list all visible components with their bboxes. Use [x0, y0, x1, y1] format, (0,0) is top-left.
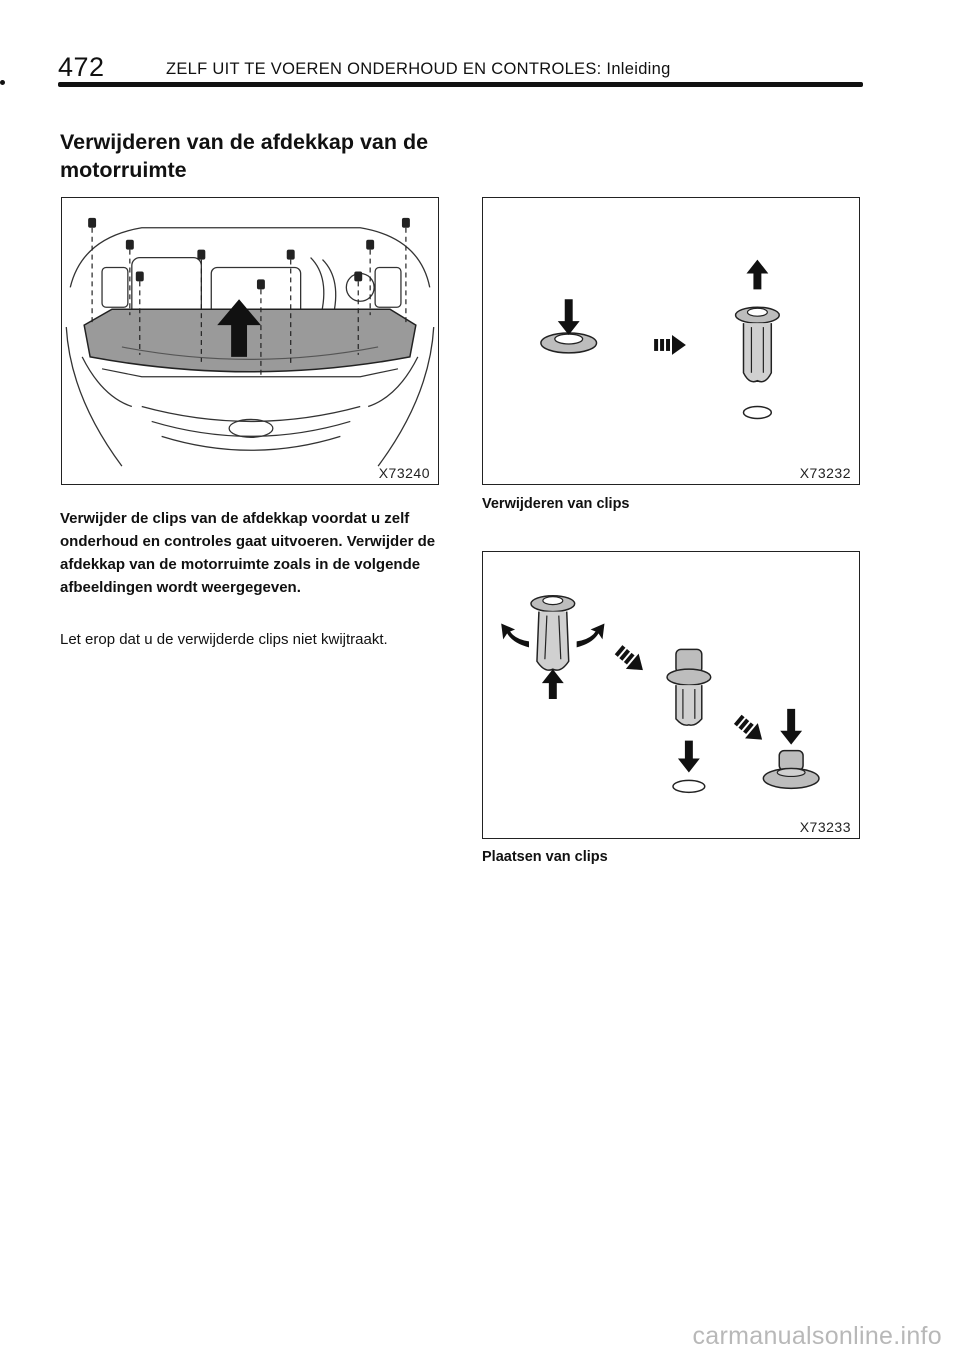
- figure-code: X73233: [799, 819, 851, 835]
- install-clips-illustration: [482, 551, 860, 839]
- caption-remove-clips: Verwijderen van clips: [482, 496, 630, 512]
- section-title: Verwijderen van de afdekkap van de motorruimte: [60, 130, 429, 182]
- engine-cover-drawing: [62, 198, 438, 484]
- figure-code: X73240: [378, 465, 430, 481]
- note-paragraph: Let erop dat u de verwijderde clips niet kwijtraakt.: [60, 631, 388, 648]
- figure-code: X73232: [799, 465, 851, 481]
- corner-mark: [0, 80, 5, 85]
- page-header: [0, 0, 960, 92]
- running-title: ZELF UIT TE VOEREN ONDERHOUD EN CONTROLES: Inleiding: [166, 60, 671, 78]
- page-number: 472: [58, 52, 105, 82]
- caption-install-clips: Plaatsen van clips: [482, 849, 608, 865]
- engine-cover-illustration: [61, 197, 439, 485]
- watermark: carmanualsonline.info: [692, 1322, 942, 1350]
- header-rule: [58, 82, 863, 87]
- install-clips-drawing: [483, 552, 859, 838]
- remove-clips-illustration: [482, 197, 860, 485]
- instruction-paragraph: Verwijder de clips van de afdekkap voordat u zelf onderhoud en controles gaat uitvoeren. Verwijder de afdekkap van de motorruimte zoals in de volgende afbeeldingen wordt weergegeven.: [60, 510, 436, 596]
- remove-clips-drawing: [483, 198, 859, 484]
